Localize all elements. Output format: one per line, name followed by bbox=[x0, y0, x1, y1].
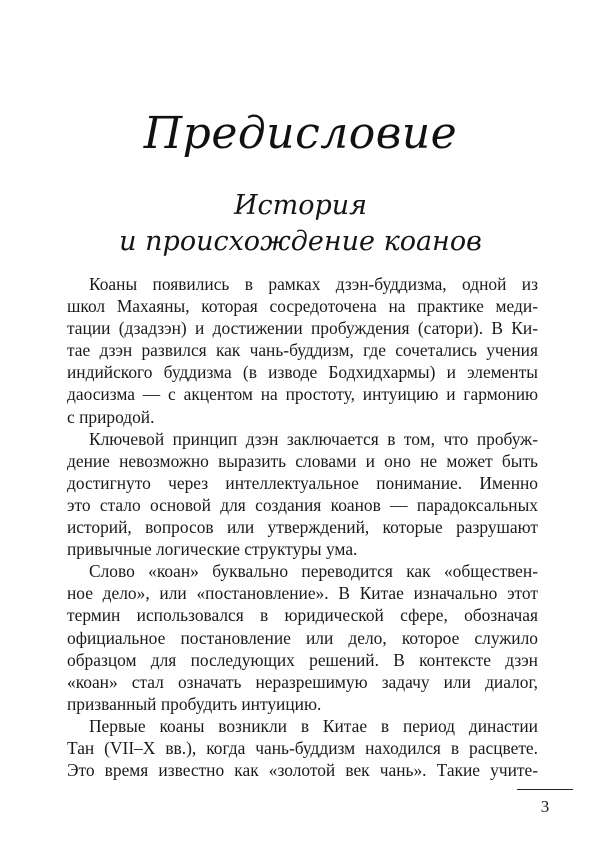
text-line: историй, вопросов или утверждений, которые разрушают bbox=[67, 517, 538, 538]
text-line: индийского буддизма (в изводе Бодхидхармы) и элементы bbox=[67, 362, 538, 383]
text-line: достигнуто через интеллектуальное понимание. Именно bbox=[67, 472, 538, 493]
text-line: тае дзэн развился как чань-буддизм, где сочетались учения bbox=[67, 340, 538, 361]
text-line: Слово «коан» буквально переводится как «обществен- bbox=[89, 561, 538, 582]
paragraph bbox=[67, 560, 538, 715]
text-line: привычные логические структуры ума. bbox=[67, 539, 358, 560]
text-line: Коаны появились в рамках дзэн-буддизма, одной из bbox=[89, 274, 538, 294]
chapter-title: Предисловие bbox=[143, 108, 458, 160]
text-line: Ключевой принцип дзэн заключается в том, что пробуж- bbox=[89, 428, 538, 449]
text-line: «коан» стал означать неразрешимую задачу или диалог, bbox=[67, 671, 538, 692]
text-line: призванный пробудить интуицию. bbox=[67, 693, 322, 714]
text-line: с природой. bbox=[67, 406, 155, 427]
text-line: образцом для последующих решений. В контексте дзэн bbox=[67, 649, 538, 670]
page-number: 3 bbox=[540, 797, 550, 816]
text-line: школ Махаяны, которая сосредоточена на практике меди- bbox=[67, 296, 538, 317]
text-line: Это время известно как «золотой век чань». Такие учите- bbox=[67, 760, 538, 781]
section-title-line-2: и происхождение коанов bbox=[119, 226, 482, 257]
text-line: Тан (VII–X вв.), когда чань-буддизм находился в расцвете. bbox=[67, 737, 538, 758]
section-title bbox=[0, 188, 601, 260]
section-title-line-1: История bbox=[233, 190, 368, 221]
text-line: термин использовался в юридической сфере, обозначая bbox=[67, 605, 538, 626]
text-line: дение невозможно выразить словами и оно не может быть bbox=[67, 450, 538, 471]
paragraph bbox=[67, 715, 538, 781]
text-line: Первые коаны возникли в Китае в период династии bbox=[89, 715, 538, 736]
text-line: это стало основой для создания коанов — парадоксальных bbox=[67, 494, 538, 515]
paragraph bbox=[67, 273, 538, 428]
paragraph bbox=[67, 428, 538, 561]
text-line: даосизма — с акцентом на простоту, интуицию и гармонию bbox=[67, 384, 538, 405]
text-line: официальное постановление или дело, которое служило bbox=[67, 627, 538, 648]
text-line: ное дело», или «постановление». В Китае изначально этот bbox=[67, 583, 538, 604]
body-text bbox=[67, 273, 538, 781]
footer-rule bbox=[517, 789, 573, 790]
text-line: тации (дзадзэн) и достижении пробуждения (сатори). В Ки- bbox=[67, 318, 538, 339]
